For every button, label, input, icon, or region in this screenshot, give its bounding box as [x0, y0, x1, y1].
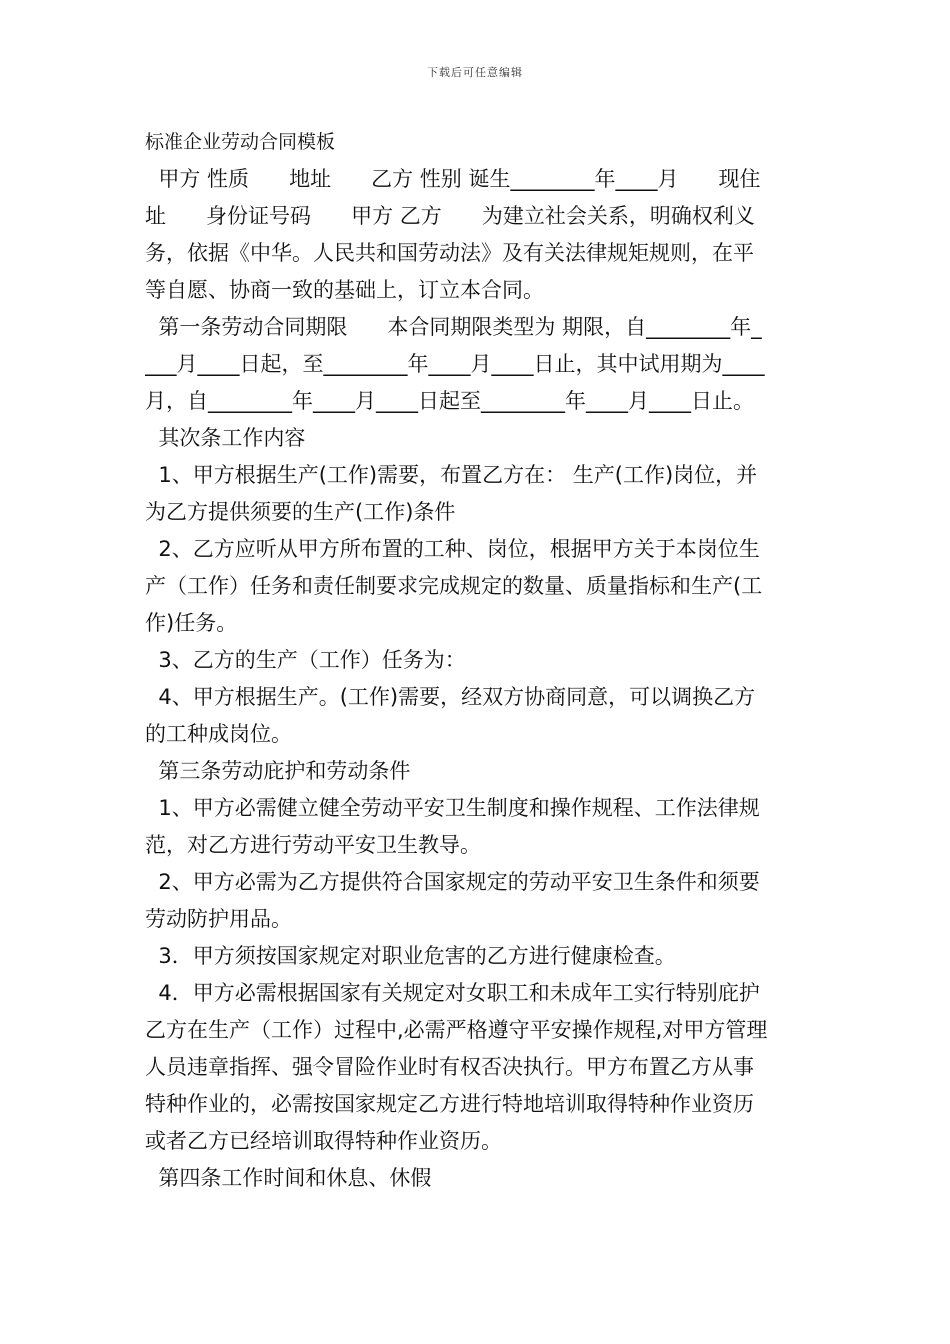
paragraph-line: 等自愿、协商一致的基础上，订立本合同。	[145, 278, 544, 302]
document-body	[145, 124, 807, 1197]
paragraph-line: 月，自________年____月____日起至________年____月____日止。	[145, 389, 754, 413]
paragraph-line: 4．甲方必需根据国家有关规定对女职工和未成年工实行特别庇护	[145, 981, 760, 1005]
paragraph-line: 或者乙方已经培训取得特种作业资历。	[145, 1129, 502, 1153]
paragraph-line: 人员违章指挥、强令冒险作业时有权否决执行。甲方布置乙方从事	[145, 1055, 754, 1079]
document-title: 标准企业劳动合同模板	[145, 131, 336, 153]
paragraph-line: 3、乙方的生产（工作）任务为：	[145, 648, 466, 672]
paragraph-line: 乙方在生产（工作）过程中,必需严格遵守平安操作规程,对甲方管理	[145, 1018, 768, 1042]
paragraph-line: 产（工作）任务和责任制要求完成规定的数量、质量指标和生产(工	[145, 574, 763, 598]
paragraph-line: 劳动防护用品。	[145, 907, 292, 931]
paragraph-line: 4、甲方根据生产。(工作)需要，经双方协商同意，可以调换乙方	[145, 685, 756, 709]
page-header: 下载后可任意编辑	[427, 66, 523, 79]
paragraph-line: 2、乙方应听从甲方所布置的工种、岗位，根据甲方关于本岗位生	[145, 537, 760, 561]
paragraph-line: 作)任务。	[145, 611, 238, 635]
section-heading: 第一条劳动合同期限 本合同期限类型为 期限，自________年_	[145, 315, 762, 339]
paragraph-line: 3．甲方须按国家规定对职业危害的乙方进行健康检查。	[145, 944, 676, 968]
paragraph-line: 2、甲方必需为乙方提供符合国家规定的劳动平安卫生条件和须要	[145, 870, 760, 894]
section-heading: 第三条劳动庇护和劳动条件	[145, 759, 411, 783]
section-heading: 其次条工作内容	[145, 426, 306, 450]
paragraph-line: 范，对乙方进行劳动平安卫生教导。	[145, 833, 481, 857]
section-heading: 第四条工作时间和休息、休假	[145, 1166, 432, 1190]
paragraph-line: ___月____日起，至________年____月____日止，其中试用期为____	[145, 352, 765, 376]
paragraph-line: 甲方 性质 地址 乙方 性别 诞生________年____月 现住	[145, 167, 761, 191]
paragraph-line: 务，依据《中华。人民共和国劳动法》及有关法律规矩规则，在平	[145, 241, 754, 265]
paragraph-line: 的工种成岗位。	[145, 722, 292, 746]
paragraph-line: 1、甲方根据生产(工作)需要，布置乙方在： 生产(工作)岗位，并	[145, 463, 758, 487]
paragraph-line: 特种作业的，必需按国家规定乙方进行特地培训取得特种作业资历	[145, 1092, 754, 1116]
paragraph-line: 址 身份证号码 甲方 乙方 为建立社会关系，明确权利义	[145, 204, 755, 228]
paragraph-line: 1、甲方必需健立健全劳动平安卫生制度和操作规程、工作法律规	[145, 796, 760, 820]
paragraph-line: 为乙方提供须要的生产(工作)条件	[145, 500, 456, 524]
